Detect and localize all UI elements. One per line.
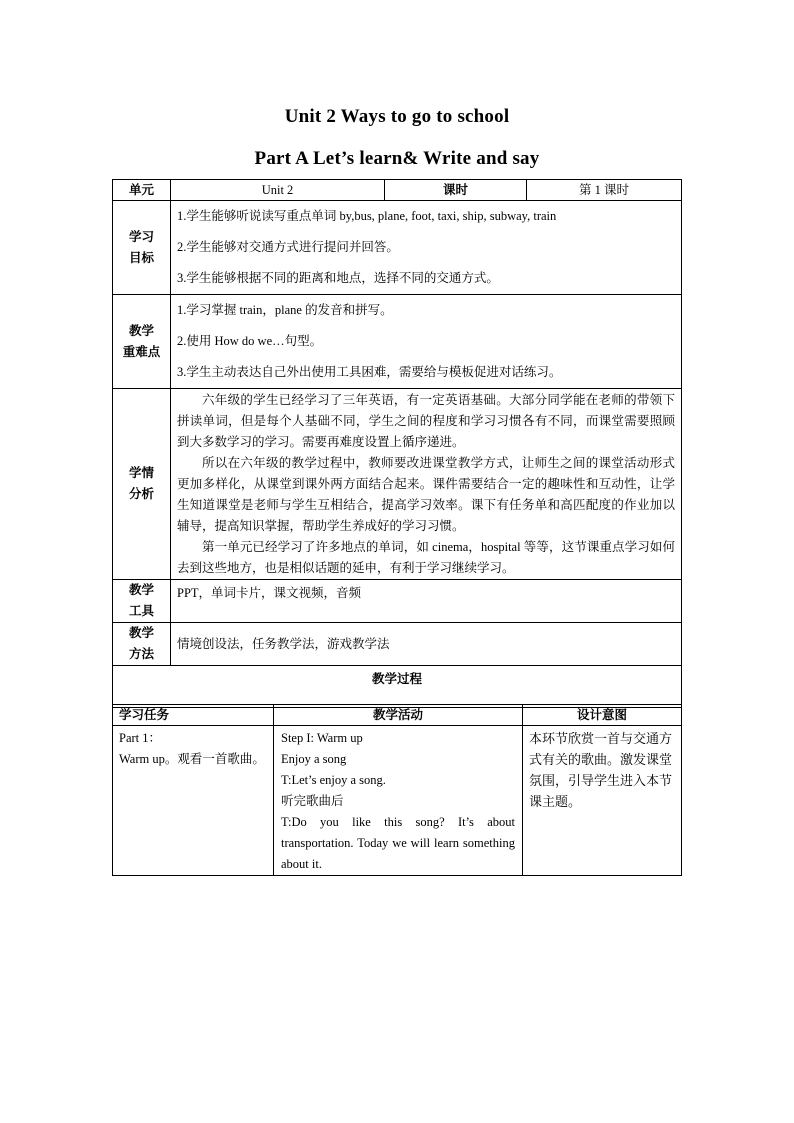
analysis-label bbox=[113, 389, 171, 580]
task-line: Warm up。观看一首歌曲。 bbox=[119, 752, 265, 766]
tools-value: PPT，单词卡片，课文视频，音频 bbox=[171, 580, 682, 623]
header-row bbox=[113, 180, 682, 201]
key-point-item: 1.学习掌握 train，plane 的发音和拼写。 bbox=[177, 303, 393, 317]
key-points-content bbox=[171, 295, 682, 389]
task-cell bbox=[113, 726, 274, 876]
intent-cell: 本环节欣赏一首与交通方式有关的歌曲。激发课堂氛围，引导学生进入本节课主题。 bbox=[523, 726, 682, 876]
objectives-content bbox=[171, 201, 682, 295]
process-row bbox=[113, 726, 682, 876]
objective-item: 3.学生能够根据不同的距离和地点，选择不同的交通方式。 bbox=[177, 271, 499, 285]
key-point-item: 3.学生主动表达自己外出使用工具困难，需要给与模板促进对话练习。 bbox=[177, 365, 562, 379]
process-header: 教学过程 bbox=[113, 666, 682, 708]
analysis-content bbox=[171, 389, 682, 580]
activity-line: 听完歌曲后 bbox=[281, 794, 344, 808]
unit-label: 单元 bbox=[113, 180, 171, 201]
task-line: Part 1： bbox=[119, 731, 162, 745]
objectives-label bbox=[113, 201, 171, 295]
document-subtitle: Part A Let’s learn& Write and say bbox=[254, 148, 540, 169]
objectives-label-line: 目标 bbox=[128, 250, 154, 265]
activity-line: Step I: Warm up bbox=[281, 731, 363, 745]
activity-line: Enjoy a song bbox=[281, 752, 347, 766]
analysis-paragraph: 所以在六年级的教学过程中，教师要改进课堂教学方式，让师生之间的课堂活动形式更加多样化，从课堂到课外两方面结合起来。课件需要结合一定的趣味性和互动性，让学生知道课堂是老师与学生互相结合，提高学习效率。课下有任务单和高匹配度的作业加以辅导，提高知识掌握，帮助学生养成好的学习习惯。 bbox=[177, 456, 675, 533]
document-title: Unit 2 Ways to go to school bbox=[284, 106, 510, 127]
objectives-label-line: 学习 bbox=[128, 229, 154, 244]
process-columns-row bbox=[113, 705, 682, 726]
key-points-row bbox=[113, 295, 682, 389]
analysis-paragraph: 六年级的学生已经学习了三年英语，有一定英语基础。大部分同学能在老师的带领下拼读单词，但是每个人基础不同，学生之间的程度和学习习惯各有不同，而课堂需要照顾到大多数学习的学习。需要再难度设置上循序递进。 bbox=[177, 393, 675, 449]
key-point-item: 2.使用 How do we…句型。 bbox=[177, 334, 323, 348]
methods-label-line: 方法 bbox=[128, 647, 154, 661]
process-header-row bbox=[113, 666, 682, 708]
objectives-row bbox=[113, 201, 682, 295]
methods-label bbox=[113, 623, 171, 666]
tools-label-line: 教学 bbox=[128, 583, 154, 597]
lesson-plan-table bbox=[112, 179, 682, 708]
tools-row bbox=[113, 580, 682, 623]
process-table bbox=[112, 704, 682, 876]
analysis-row bbox=[113, 389, 682, 580]
tools-label bbox=[113, 580, 171, 623]
activity-line: T:Let’s enjoy a song. bbox=[281, 773, 386, 787]
analysis-label-line: 学情 bbox=[128, 466, 154, 480]
methods-value: 情境创设法，任务教学法，游戏教学法 bbox=[171, 623, 682, 666]
analysis-paragraph: 第一单元已经学习了许多地点的单词，如 cinema，hospital 等等，这节课重点学习如何去到这些地方，也是相似话题的延申，有利于学习继续学习。 bbox=[177, 540, 675, 575]
col-header-task: 学习任务 bbox=[113, 705, 274, 726]
objective-item: 2.学生能够对交通方式进行提问并回答。 bbox=[177, 240, 399, 254]
col-header-activity: 教学活动 bbox=[274, 705, 523, 726]
key-points-label-line: 教学 bbox=[128, 323, 154, 338]
activity-line: T:Do you like this song? It’s about transportation. Today we will learn something about it. bbox=[281, 815, 515, 871]
methods-label-line: 教学 bbox=[128, 626, 154, 640]
col-header-intent: 设计意图 bbox=[523, 705, 682, 726]
key-points-label-line: 重难点 bbox=[122, 344, 161, 359]
key-points-label bbox=[113, 295, 171, 389]
period-label: 课时 bbox=[385, 180, 527, 201]
methods-row bbox=[113, 623, 682, 666]
activity-cell bbox=[274, 726, 523, 876]
objective-item: 1.学生能够听说读写重点单词 by,bus, plane, foot, taxi, ship, subway, train bbox=[177, 209, 557, 223]
analysis-label-line: 分析 bbox=[128, 487, 154, 501]
unit-value: Unit 2 bbox=[171, 180, 385, 201]
period-value: 第 1 课时 bbox=[527, 180, 682, 201]
tools-label-line: 工具 bbox=[128, 604, 154, 618]
